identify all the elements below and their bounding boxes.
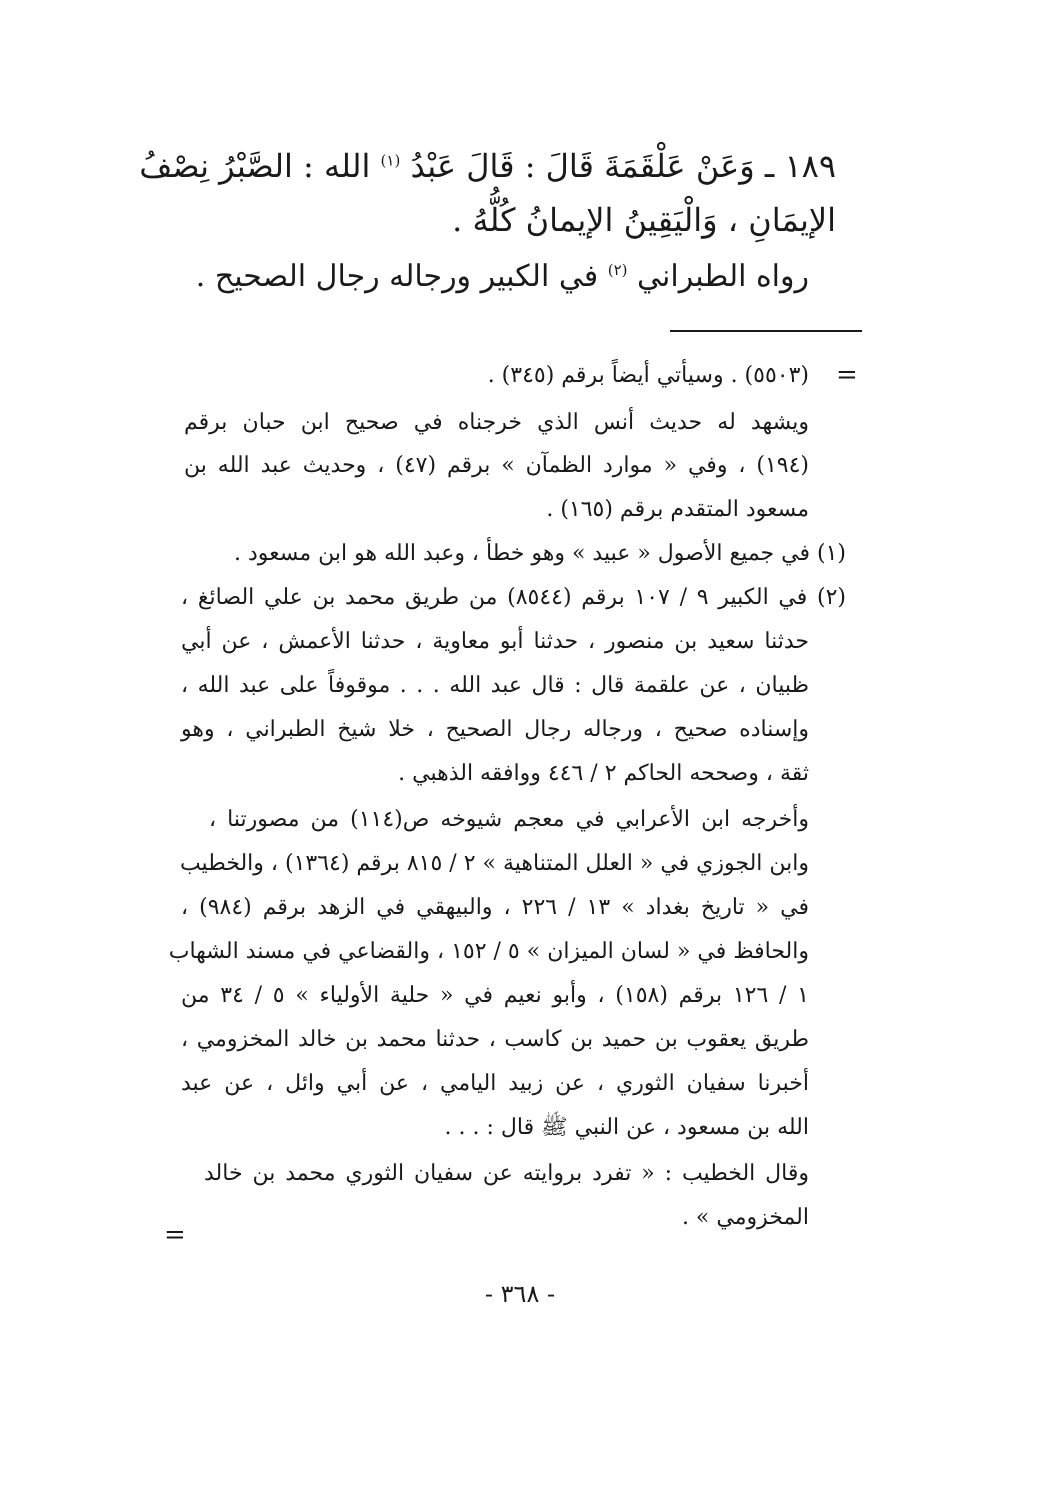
continuation-mark-bottom: = [164,1220,186,1250]
hadith-line-1 [139,138,836,194]
footnote-2-line-6: وأخرجه ابن الأعرابي في معجم شيوخه ص(١١٤) من مصورتنا ، [209,807,809,832]
footnote-2-line-13: الله بن مسعود ، عن النبي ﷺ قال : . . . [444,1115,809,1140]
footnote-ref-2: (٢) [607,261,628,279]
footnote-ref-1: (١) [380,151,401,170]
footnote-2-line-5: ثقة ، وصححه الحاكم ٢ / ٤٤٦ ووافقه الذهبي . [398,761,809,786]
footnote-2-line-1: (٢) في الكبير ٩ / ١٠٧ برقم (٨٥٤٤) من طريق محمد بن علي الصائغ ، [181,585,846,610]
footnote-1: (١) في جميع الأصول « عبيد » وهو خطأ ، وعبد الله هو ابن مسعود . [234,541,846,566]
footnote-2-line-4: وإسناده صحيح ، ورجاله رجال الصحيح ، خلا شيخ الطبراني ، وهو [181,717,809,742]
footnote-2-line-10: ١ / ١٢٦ برقم (١٥٨) ، وأبو نعيم في « حلية الأولياء » ٥ / ٣٤ من [181,983,809,1008]
hadith-source [196,252,809,302]
hadith-source-post: في الكبير ورجاله رجال الصحيح . [195,259,599,294]
page-number: - ٣٦٨ - [484,1280,556,1308]
footnote-2-line-15: المخزومي » . [681,1205,809,1230]
continuation-mark-top: = [836,360,858,390]
footnote-cont-line-2: ويشهد له حديث أنس الذي خرجناه في صحيح ابن حبان برقم [184,410,809,435]
footnote-2-line-8: في « تاريخ بغداد » ١٣ / ٢٢٦ ، والبيهقي في الزهد برقم (٩٨٤) ، [181,895,810,920]
hadith-line-1-text: ١٨٩ ـ وَعَنْ عَلْقَمَةَ قَالَ : قَالَ عَبْدُ [410,147,836,185]
footnote-cont-line-4: مسعود المتقدم برقم (١٦٥) . [546,497,809,522]
footnote-2-line-14: وقال الخطيب : « تفرد بروايته عن سفيان الثوري محمد بن خالد [204,1161,809,1186]
footnote-cont-line-3: (١٩٤) ، وفي « موارد الظمآن » برقم (٤٧) ، وحديث عبد الله بن [184,453,809,478]
footnote-2-line-11: طريق يعقوب بن حميد بن كاسب ، حدثنا محمد بن خالد المخزومي ، [181,1027,809,1052]
hadith-source-pre: رواه الطبراني [637,259,809,294]
footnote-cont-line-1: (٥٥٠٣) . وسيأتي أيضاً برقم (٣٤٥) . [487,363,809,388]
hadith-line-2: الإيمَانِ ، وَالْيَقِينُ الإيمانُ كُلُّهُ . [452,201,836,239]
footnote-2-line-3: ظبيان ، عن علقمة قال : قال عبد الله . . . موقوفاً على عبد الله ، [181,673,809,698]
footnote-2-line-7: وابن الجوزي في « العلل المتناهية » ٢ / ٨١٥ برقم (١٣٦٤) ، والخطيب [179,851,809,876]
footnote-2-line-9: والحافظ في « لسان الميزان » ٥ / ١٥٢ ، والقضاعي في مسند الشهاب [168,939,809,964]
footnote-separator [670,330,862,332]
hadith-line-1-rest: الله : الصَّبْرُ نِصْفُ [139,147,371,185]
footnote-2-line-12: أخبرنا سفيان الثوري ، عن زبيد اليامي ، عن أبي وائل ، عن عبد [181,1071,809,1096]
footnote-2-line-2: حدثنا سعيد بن منصور ، حدثنا أبو معاوية ، حدثنا الأعمش ، عن أبي [181,629,809,654]
